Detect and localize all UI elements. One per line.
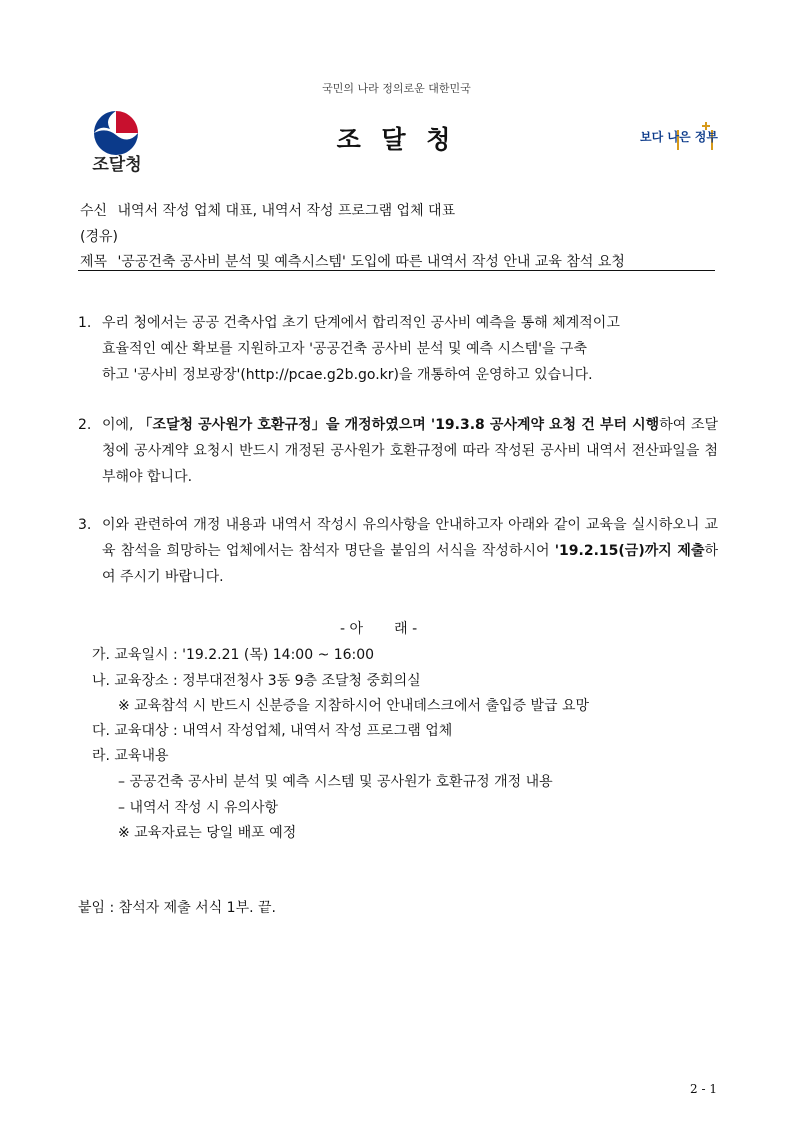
details-heading: - 아 래 - — [340, 621, 418, 637]
paragraph-3 — [78, 512, 718, 590]
paragraph-2-text-a: 이에, — [102, 417, 139, 433]
paragraph-1-line-3: 하고 '공사비 정보광장'(http://pcae.g2b.go.kr)을 개통하여 운영하고 있습니다. — [102, 367, 593, 383]
recipient-line — [80, 200, 455, 220]
paragraph-3-number: 3. — [78, 517, 92, 533]
subject: '공공건축 공사비 분석 및 예측시스템' 도입에 따른 내역서 작성 안내 교육 참석 요청 — [117, 254, 625, 270]
paragraph-1-line-2: 효율적인 예산 확보를 지원하고자 '공공건축 공사비 분석 및 예측 시스템'을 구축 — [102, 341, 587, 357]
recipient: 내역서 작성 업체 대표, 내역서 작성 프로그램 업체 대표 — [117, 203, 456, 219]
subject-line — [80, 251, 625, 271]
via-line: (경유) — [80, 229, 118, 245]
org-logo-text: 조달청 — [92, 155, 142, 175]
recipient-label: 수신 — [80, 203, 108, 219]
detail-place: 나. 교육장소 : 정부대전청사 3동 9층 조달청 중회의실 — [92, 673, 421, 689]
page-number: 2 - 1 — [690, 1082, 717, 1096]
subject-label: 제목 — [80, 254, 108, 270]
slogan: 국민의 나라 정의로운 대한민국 — [322, 82, 471, 95]
better-government-logo-text: 보다 나은 정부 — [640, 130, 718, 144]
detail-content: 라. 교육내용 — [92, 748, 169, 764]
paragraph-1-line-1: 우리 청에서는 공공 건축사업 초기 단계에서 합리적인 공사비 예측을 통해 체계적이고 — [102, 315, 620, 331]
paragraph-2-number: 2. — [78, 417, 92, 433]
attachment-line: 붙임 : 참석자 제출 서식 1부. 끝. — [78, 900, 276, 916]
paragraph-3-emphasis: '19.2.15(금)까지 제출 — [554, 543, 705, 559]
paragraph-1 — [78, 310, 718, 388]
header-divider — [78, 270, 715, 271]
detail-place-note: ※ 교육참석 시 반드시 신분증을 지참하시어 안내데스크에서 출입증 발급 요망 — [118, 698, 590, 714]
detail-target: 다. 교육대상 : 내역서 작성업체, 내역서 작성 프로그램 업체 — [92, 723, 453, 739]
paragraph-1-number: 1. — [78, 315, 92, 331]
paragraph-2-text-b: 하여 조달청에 공사계약 요청시 반드시 개정된 공사원가 호환규정에 따라 작성된 공사비 내역서 전산파일을 첨부해야 합니다. — [102, 417, 719, 485]
paragraph-2 — [78, 412, 718, 490]
detail-content-note: ※ 교육자료는 당일 배포 예정 — [118, 825, 297, 841]
detail-content-item-1: – 공공건축 공사비 분석 및 예측 시스템 및 공사원가 호환규정 개정 내용 — [118, 774, 553, 790]
paragraph-3-text-b: 하여 주시기 바랍니다. — [102, 543, 718, 585]
paragraph-2-emphasis: 「조달청 공사원가 호환규정」을 개정하였으며 '19.3.8 공사계약 요청 건 부터 시행 — [138, 417, 660, 433]
detail-date: 가. 교육일시 : '19.2.21 (목) 14:00 ~ 16:00 — [92, 647, 375, 663]
detail-content-item-2: – 내역서 작성 시 유의사항 — [118, 800, 279, 816]
org-title: 조 달 청 — [336, 125, 457, 154]
paragraph-3-text-a: 이와 관련하여 개정 내용과 내역서 작성시 유의사항을 안내하고자 아래와 같이 교육을 실시하오니 교육 참석을 희망하는 업체에서는 참석자 명단을 붙임의 서식을 작성하시어 — [102, 517, 718, 559]
